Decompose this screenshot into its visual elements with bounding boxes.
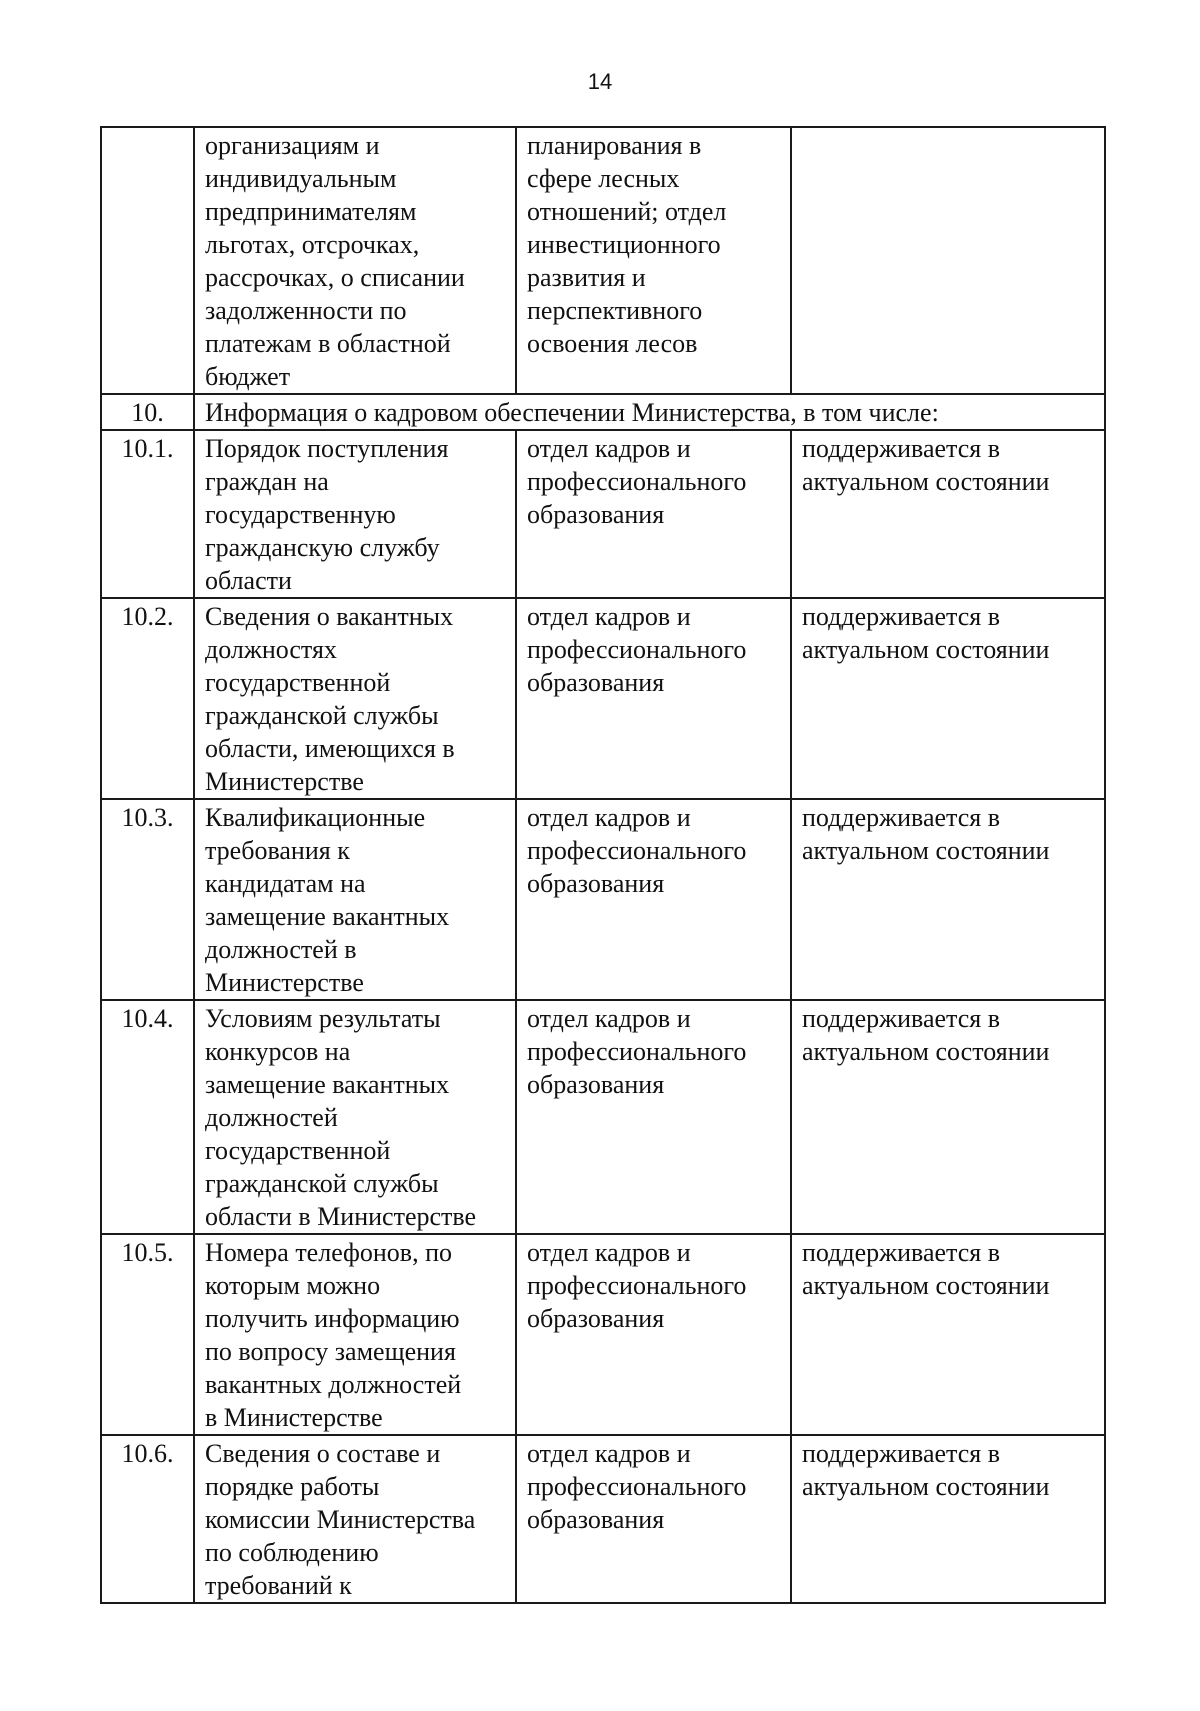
information-item-line: должностей в (205, 935, 357, 964)
information-item-line: требования к (205, 836, 350, 865)
responsible-department-line: профессионального (527, 836, 747, 865)
responsible-department-line: профессионального (527, 1472, 747, 1501)
information-item-line: граждан на (205, 467, 329, 496)
responsible-department-line: развития и (527, 263, 646, 292)
information-item-line: по соблюдению (205, 1538, 379, 1567)
information-item-line: области в Министерстве (205, 1202, 477, 1231)
responsible-department-line: отдел кадров и (527, 1439, 691, 1468)
information-item-line: должностях (205, 635, 337, 664)
publication-term-line: актуальном состоянии (802, 635, 1050, 664)
information-item-line: организациям и (205, 131, 380, 160)
information-item-line: Министерстве (205, 968, 364, 997)
publication-term-cell (791, 799, 1105, 1000)
information-item-line: рассрочках, о списании (205, 263, 465, 292)
information-item-cell (194, 1435, 516, 1603)
table-section-row (101, 394, 1105, 430)
responsible-department-line: образования (527, 668, 665, 697)
information-table (100, 126, 1106, 1604)
publication-term-line: поддерживается в (802, 1004, 1001, 1033)
publication-term-line: актуальном состоянии (802, 1271, 1050, 1300)
information-item-cell (194, 799, 516, 1000)
responsible-department-cell (516, 430, 791, 598)
information-item-line: которым можно (205, 1271, 381, 1300)
responsible-department-line: сфере лесных (527, 164, 680, 193)
publication-term-line: поддерживается в (802, 1238, 1001, 1267)
publication-term-line: поддерживается в (802, 602, 1001, 631)
information-item-line: Сведения о составе и (205, 1439, 441, 1468)
information-item-line: кандидатам на (205, 869, 366, 898)
table-row (101, 1234, 1105, 1435)
responsible-department-cell (516, 1435, 791, 1603)
information-item-line: должностей (205, 1103, 338, 1132)
information-item-line: области, имеющихся в (205, 734, 455, 763)
responsible-department-cell (516, 127, 791, 394)
information-item-line: льготах, отсрочках, (205, 230, 420, 259)
information-item-line: индивидуальным (205, 164, 397, 193)
responsible-department-line: отдел кадров и (527, 1238, 691, 1267)
information-item-line: требований к (205, 1571, 352, 1600)
responsible-department-line: образования (527, 1304, 665, 1333)
page-number: 14 (587, 69, 613, 94)
row-number-cell: 10.3. (101, 799, 194, 1000)
information-item-line: Министерстве (205, 767, 364, 796)
information-item-cell (194, 598, 516, 799)
publication-term-line: актуальном состоянии (802, 1037, 1050, 1066)
information-item-line: Условиям результаты (205, 1004, 441, 1033)
table-row (101, 1000, 1105, 1234)
publication-term-cell (791, 1000, 1105, 1234)
information-item-line: государственной (205, 668, 391, 697)
information-item-cell (194, 430, 516, 598)
responsible-department-line: профессионального (527, 1037, 747, 1066)
information-item-cell (194, 127, 516, 394)
publication-term-line: актуальном состоянии (802, 836, 1050, 865)
information-item-line: Квалификационные (205, 803, 426, 832)
information-item-line: конкурсов на (205, 1037, 351, 1066)
responsible-department-line: образования (527, 869, 665, 898)
information-item-line: предпринимателям (205, 197, 417, 226)
publication-term-line: поддерживается в (802, 1439, 1001, 1468)
publication-term-line: актуальном состоянии (802, 467, 1050, 496)
responsible-department-line: отдел кадров и (527, 602, 691, 631)
section-heading-text: Информация о кадровом обеспечении Министерства, в том числе: (205, 398, 939, 427)
information-item-line: порядке работы (205, 1472, 380, 1501)
information-item-line: бюджет (205, 362, 291, 391)
information-item-line: платежам в областной (205, 329, 451, 358)
information-item-cell (194, 1000, 516, 1234)
publication-term-cell (791, 598, 1105, 799)
section-heading-cell (194, 394, 1105, 430)
table-row (101, 598, 1105, 799)
responsible-department-line: образования (527, 1070, 665, 1099)
information-item-line: гражданской службы (205, 701, 439, 730)
responsible-department-cell (516, 1234, 791, 1435)
information-item-line: вакантных должностей (205, 1370, 462, 1399)
information-item-line: Номера телефонов, по (205, 1238, 452, 1267)
publication-term-line: поддерживается в (802, 803, 1001, 832)
information-item-line: комиссии Министерства (205, 1505, 476, 1534)
responsible-department-line: отдел кадров и (527, 434, 691, 463)
responsible-department-cell (516, 598, 791, 799)
responsible-department-line: профессионального (527, 467, 747, 496)
row-number-cell: 10. (101, 394, 194, 430)
information-item-line: Сведения о вакантных (205, 602, 454, 631)
responsible-department-line: отдел кадров и (527, 803, 691, 832)
table-row (101, 127, 1105, 394)
information-item-line: государственную (205, 500, 396, 529)
responsible-department-line: образования (527, 1505, 665, 1534)
information-item-line: гражданскую службу (205, 533, 440, 562)
row-number-cell: 10.6. (101, 1435, 194, 1603)
publication-term-line: поддерживается в (802, 434, 1001, 463)
information-item-line: государственной (205, 1136, 391, 1165)
table-row (101, 1435, 1105, 1603)
publication-term-line: актуальном состоянии (802, 1472, 1050, 1501)
row-number-cell (101, 127, 194, 394)
information-item-line: замещение вакантных (205, 1070, 450, 1099)
responsible-department-line: профессионального (527, 1271, 747, 1300)
information-item-line: в Министерстве (205, 1403, 383, 1432)
publication-term-cell (791, 430, 1105, 598)
information-item-line: области (205, 566, 292, 595)
publication-term-cell (791, 1234, 1105, 1435)
row-number-cell: 10.1. (101, 430, 194, 598)
responsible-department-cell (516, 799, 791, 1000)
responsible-department-line: перспективного (527, 296, 703, 325)
table-body (101, 127, 1105, 1603)
information-item-line: гражданской службы (205, 1169, 439, 1198)
responsible-department-line: освоения лесов (527, 329, 698, 358)
row-number-cell: 10.5. (101, 1234, 194, 1435)
responsible-department-line: отдел кадров и (527, 1004, 691, 1033)
information-item-line: Порядок поступления (205, 434, 449, 463)
table-row (101, 430, 1105, 598)
information-item-line: получить информацию (205, 1304, 460, 1333)
responsible-department-line: планирования в (527, 131, 702, 160)
row-number-cell: 10.2. (101, 598, 194, 799)
responsible-department-line: отношений; отдел (527, 197, 727, 226)
row-number-cell: 10.4. (101, 1000, 194, 1234)
table-row (101, 799, 1105, 1000)
responsible-department-line: образования (527, 500, 665, 529)
responsible-department-line: инвестиционного (527, 230, 721, 259)
responsible-department-cell (516, 1000, 791, 1234)
information-item-cell (194, 1234, 516, 1435)
information-item-line: задолженности по (205, 296, 407, 325)
information-item-line: по вопросу замещения (205, 1337, 456, 1366)
publication-term-cell (791, 127, 1105, 394)
publication-term-cell (791, 1435, 1105, 1603)
information-item-line: замещение вакантных (205, 902, 450, 931)
responsible-department-line: профессионального (527, 635, 747, 664)
